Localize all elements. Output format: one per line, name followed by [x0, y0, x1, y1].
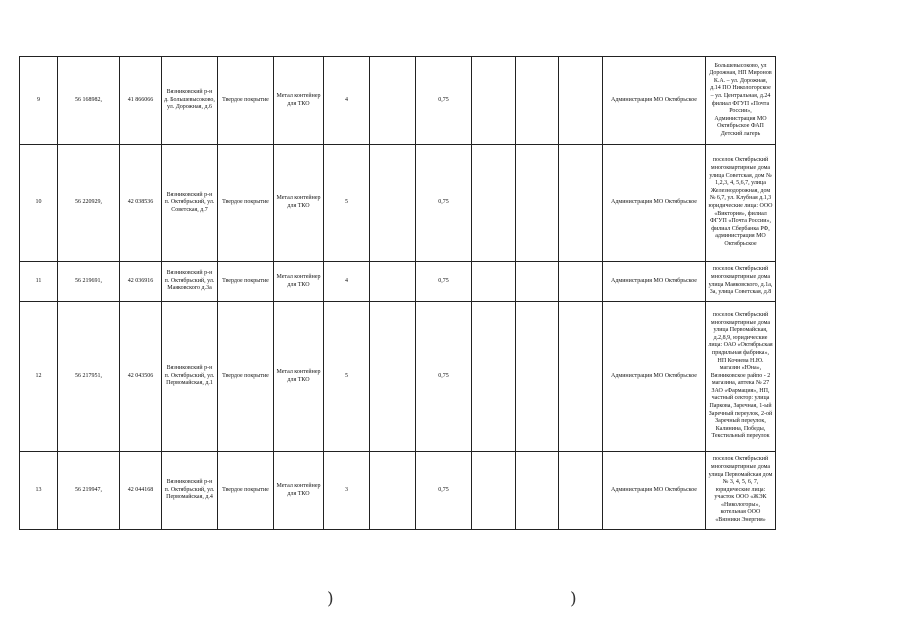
owner: Администрация МО Октябрьское — [603, 302, 706, 452]
table-row — [20, 452, 776, 530]
empty-cell — [472, 302, 516, 452]
longitude: 42 043506 — [120, 302, 162, 452]
empty-cell — [516, 262, 559, 302]
container-type: Метал контейнер для ТКО — [274, 452, 324, 530]
empty-cell — [370, 452, 416, 530]
empty-cell — [516, 57, 559, 145]
empty-cell — [559, 57, 603, 145]
surface-type: Твердое покрытие — [218, 452, 274, 530]
latitude: 56 217951, — [58, 302, 120, 452]
owner: Администрация МО Октябрьское — [603, 452, 706, 530]
container-count: 5 — [324, 145, 370, 262]
empty-cell — [370, 262, 416, 302]
container-count: 3 — [324, 452, 370, 530]
table-row — [20, 262, 776, 302]
container-type: Метал контейнер для ТКО — [274, 57, 324, 145]
table-row — [20, 57, 776, 145]
container-volume: 0,75 — [416, 57, 472, 145]
row-number: 10 — [20, 145, 58, 262]
container-type: Метал контейнер для ТКО — [274, 302, 324, 452]
owner: Администрация МО Октябрьское — [603, 145, 706, 262]
latitude: 56 219947, — [58, 452, 120, 530]
container-type: Метал контейнер для ТКО — [274, 262, 324, 302]
owner: Администрация МО Октябрьское — [603, 262, 706, 302]
container-volume: 0,75 — [416, 145, 472, 262]
empty-cell — [370, 57, 416, 145]
empty-cell — [370, 302, 416, 452]
longitude: 41 866066 — [120, 57, 162, 145]
latitude: 56 219691, — [58, 262, 120, 302]
address: Вязниковский р-н п. Октябрьский, ул. Первомайская, д.1 — [162, 302, 218, 452]
container-count: 5 — [324, 302, 370, 452]
empty-cell — [559, 145, 603, 262]
waste-sources: поселок Октябрьский многоквартирные дома улица Первомайская дом № 3, 4, 5, 6, 7, юридические лица: участок ООО «ЖЭК «Никологоры», котельная ООО «Вязники Энергия» — [706, 452, 776, 530]
binding-mark-right: ) — [570, 589, 577, 609]
owner: Администрация МО Октябрьское — [603, 57, 706, 145]
empty-cell — [516, 302, 559, 452]
address: Вязниковский р-н п. Октябрьский, ул. Первомайская, д.4 — [162, 452, 218, 530]
container-count: 4 — [324, 262, 370, 302]
longitude: 42 038536 — [120, 145, 162, 262]
waste-sources: поселок Октябрьский многоквартирные дома улица Советская, дом № 1,2,3, 4, 5,6,7, улица Железнодорожная, дом № 6,7, ул. Клубная д.1,3 юридические лица: ООО «Виктория», филиал ФГУП «Почта России», филиал Сбербанка РФ, администрация МО Октябрьское — [706, 145, 776, 262]
empty-cell — [516, 145, 559, 262]
waste-sources: поселок Октябрьский многоквартирные дома улица Маяковского, д.1а, 3а, улица Советская, д.8 — [706, 262, 776, 302]
waste-sources: Большевысоково, ул Дорожная, НП Миронов К.А. – ул. Дорожная, д.14 ПО Никологорское – ул. Центральная, д.24 филиал ФГУП «Почта России», Администрация МО Октябрьское ФАП Детский лагерь — [706, 57, 776, 145]
container-count: 4 — [324, 57, 370, 145]
waste-sources: поселок Октябрьский многоквартирные дома улица Первомайская, д.2,8,9, юридические лица: ОАО «Октябрьская прядильная фабрика», НП Кочнева Н.Ю. магазин «Юна», Вязниковское райпо - 2 магазина, аптека № 27 ЗАО «Фармация», НП, частный сектор: улица Паркова, Заречная, 1-ый Заречный переулок, 2-ой Заречный переулок, Калинина, Победы, Текстильный переулок — [706, 302, 776, 452]
table-row — [20, 145, 776, 262]
empty-cell — [559, 452, 603, 530]
empty-cell — [472, 262, 516, 302]
empty-cell — [472, 452, 516, 530]
address: Вязниковский р-н д. Большевысоково, ул. Дорожная, д.6 — [162, 57, 218, 145]
surface-type: Твердое покрытие — [218, 145, 274, 262]
surface-type: Твердое покрытие — [218, 262, 274, 302]
empty-cell — [370, 145, 416, 262]
row-number: 9 — [20, 57, 58, 145]
surface-type: Твердое покрытие — [218, 302, 274, 452]
longitude: 42 036916 — [120, 262, 162, 302]
empty-cell — [559, 302, 603, 452]
empty-cell — [472, 145, 516, 262]
container-volume: 0,75 — [416, 262, 472, 302]
longitude: 42 044168 — [120, 452, 162, 530]
latitude: 56 220929, — [58, 145, 120, 262]
row-number: 12 — [20, 302, 58, 452]
row-number: 13 — [20, 452, 58, 530]
row-number: 11 — [20, 262, 58, 302]
binding-mark-left: ) — [327, 589, 334, 609]
address: Вязниковский р-н п. Октябрьский, ул. Маяковского д.3а — [162, 262, 218, 302]
empty-cell — [559, 262, 603, 302]
container-volume: 0,75 — [416, 452, 472, 530]
table-row — [20, 302, 776, 452]
waste-sites-table — [19, 56, 776, 530]
empty-cell — [516, 452, 559, 530]
surface-type: Твердое покрытие — [218, 57, 274, 145]
container-type: Метал контейнер для ТКО — [274, 145, 324, 262]
latitude: 56 168982, — [58, 57, 120, 145]
empty-cell — [472, 57, 516, 145]
container-volume: 0,75 — [416, 302, 472, 452]
address: Вязниковский р-н п. Октябрьский, ул. Советская, д.7 — [162, 145, 218, 262]
